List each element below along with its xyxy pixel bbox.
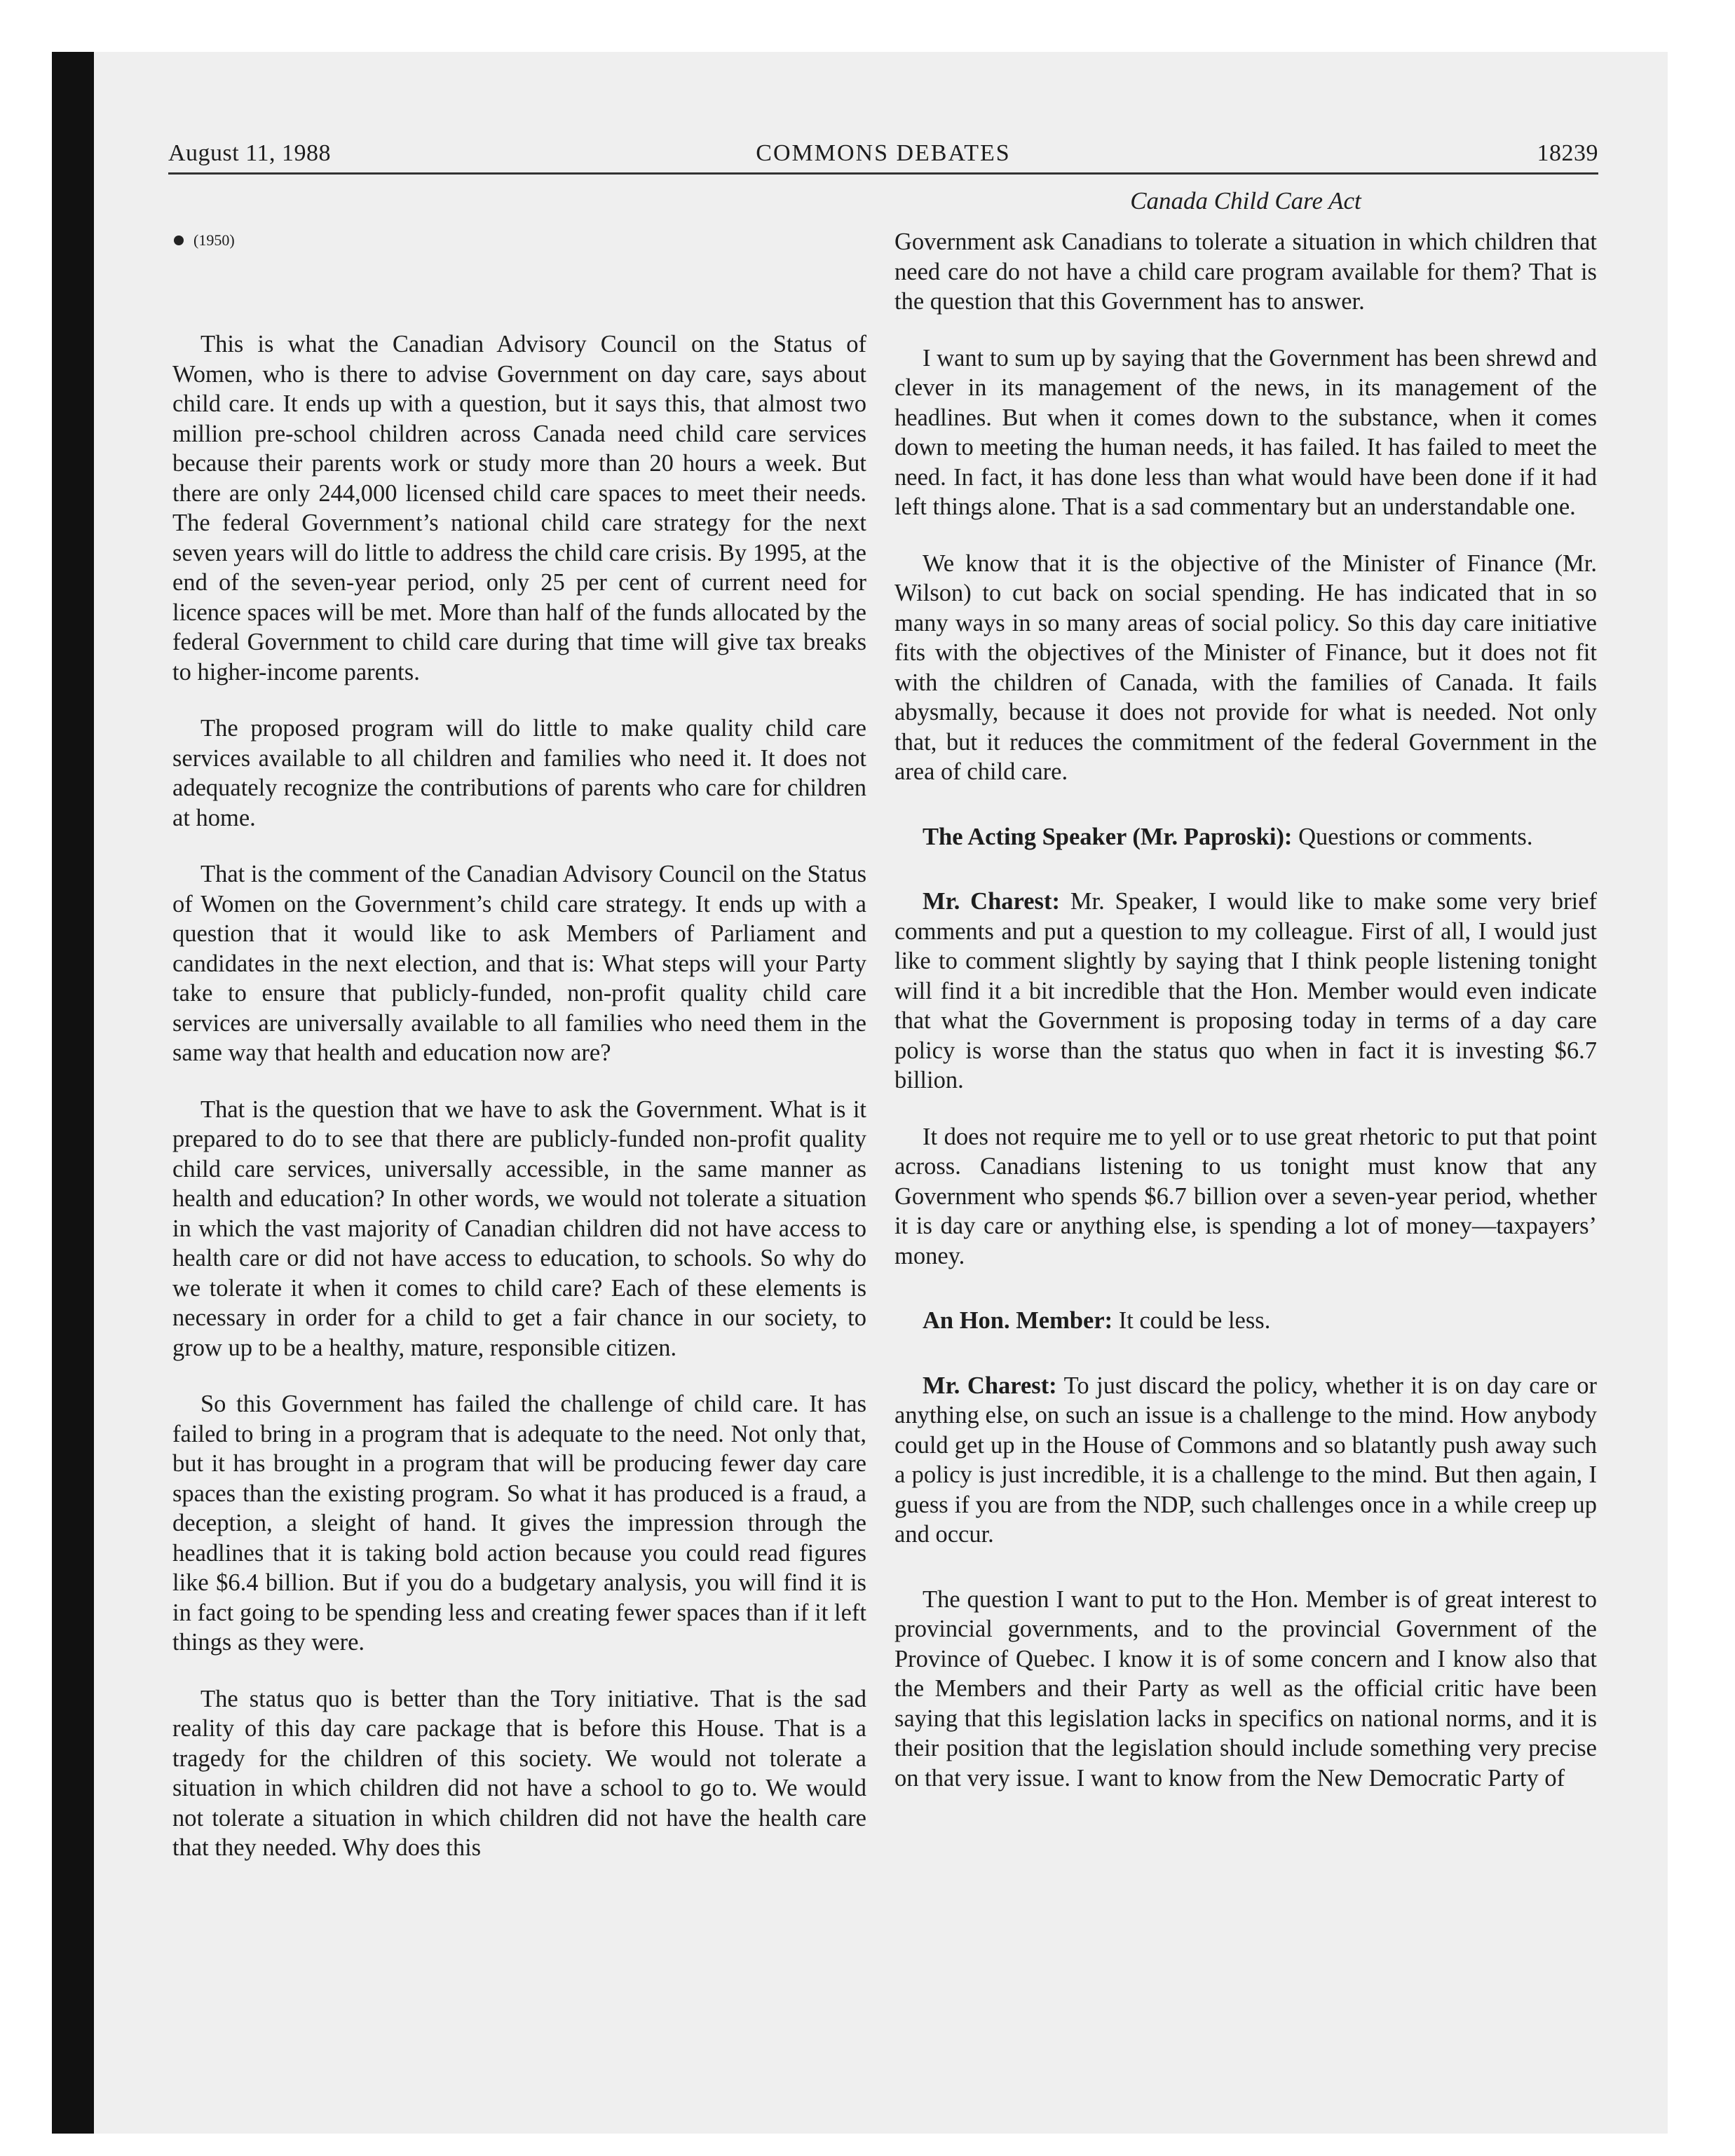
speech-acting-speaker — [894, 822, 1597, 852]
paragraph: That is the comment of the Canadian Advisory Council on the Status of Women on the Government’s child care strategy. It ends up with a question that it would like to ask Members of Parliament and candidates in the next election, and that is: What steps will your Party take to ensure that publicly-funded, non-profit quality child care services are universally available to all families who need them in the same way that health and education now are? — [172, 861, 866, 1066]
time-marker-text: (1950) — [193, 231, 235, 249]
header-page-number: 18239 — [1537, 140, 1598, 166]
speech-charest — [894, 1371, 1597, 1550]
paragraph-continuation: Government ask Canadians to tolerate a situation in which children that need care do not have a child care program available for them? That is the question that this Government has to answer. — [894, 228, 1597, 315]
page-header — [168, 137, 1598, 175]
section-title: Canada Child Care Act — [1130, 187, 1361, 214]
paragraph: The proposed program will do little to make quality child care services available to all children and families who need it. It does not adequately recognize the contributions of parents who care for children at home. — [172, 715, 866, 831]
paragraph: It does not require me to yell or to use great rhetoric to put that point across. Canadians listening to us tonight must know that any Government who spends $6.7 billion over a seven-year period, whether it is day care or anything else, is spending a lot of money—taxpayers’ money. — [894, 1123, 1597, 1269]
speech-text: It could be less. — [1118, 1307, 1271, 1334]
header-date: August 11, 1988 — [168, 140, 331, 166]
header-publication: COMMONS DEBATES — [756, 140, 1011, 166]
speech-charest — [894, 887, 1597, 1096]
speech-text: Questions or comments. — [1298, 823, 1533, 850]
time-marker — [174, 230, 866, 251]
speaker-name: Mr. Charest: — [923, 1372, 1057, 1399]
paragraph: The question I want to put to the Hon. Member is of great interest to provincial governments, and to the provincial Government of the Province of Quebec. I know it is of some concern and I know also that the Members and their Party as well as the official critic have been saying that this legislation lacks in specifics on national norms, and it is their position that the legislation should include something very precise on that very issue. I want to know from the New Democratic Party of — [894, 1585, 1597, 1792]
speech-text: To just discard the policy, whether it is on day care or anything else, on such an issue is a challenge to the mind. How anybody could get up in the House of Commons and so blatantly push away such a policy is just incredible, it is a challenge to the mind. But then again, I guess if you are from the NDP, such challenges once in a while creep up and occur. — [894, 1372, 1597, 1548]
paragraph: This is what the Canadian Advisory Council on the Status of Women, who is there to advise Government on day care, says about child care. It ends up with a question, but it says this, that almost two million pre-school children across Canada need child care services because their parents work or study more than 20 hours a week. But there are only 244,000 licensed child care spaces to meet their needs. The federal Government’s national child care strategy for the next seven years will do little to address the child care crisis. By 1995, at the end of the seven-year period, only 25 per cent of current need for licence spaces will be met. More than half of the funds allocated by the federal Government to child care during that time will give tax breaks to higher-income parents. — [172, 331, 866, 685]
speech-text: Mr. Speaker, I would like to make some very brief comments and put a question to my colleague. First of all, I would just like to comment slightly by saying that I think people listening tonight will find it a bit incredible that the Hon. Member would even indicate that what the Government is proposing today in terms of a day care policy is worse than the status quo when in fact it is investing $6.7 billion. — [894, 888, 1598, 1093]
speaker-name: The Acting Speaker (Mr. Paproski): — [923, 823, 1293, 850]
bullet-icon — [174, 236, 184, 245]
paragraph: The status quo is better than the Tory initiative. That is the sad reality of this day care package that is before this House. That is a tragedy for the children of this society. We would not tolerate a situation in which children did not have a school to go to. We would not tolerate a situation in which children did not have the health care that they needed. Why does this — [172, 1685, 866, 1861]
speech-hon-member — [894, 1306, 1597, 1336]
paragraph: So this Government has failed the challenge of child care. It has failed to bring in a program that is adequate to the need. Not only that, but it has brought in a program that will be producing fewer day care spaces than the existing program. So what it has produced is a fraud, a deception, a sleight of hand. It gives the impression through the headlines that it is taking bold action because you could read figures like $6.4 billion. But if you do a budgetary analysis, you will find it is in fact going to be spending less and creating fewer spaces than if it left things as they were. — [172, 1391, 866, 1656]
paragraph: That is the question that we have to ask the Government. What is it prepared to do to see that there are publicly-funded non-profit quality child care services, universally accessible, in the same manner as health and education? In other words, we would not tolerate a situation in which the vast majority of Canadian children did not have access to health care or did not have access to education, to schools. So why do we tolerate it when it comes to child care? Each of these elements is necessary in order for a child to get a fair chance in our society, to grow up to be a healthy, mature, responsible citizen. — [172, 1096, 866, 1361]
right-column — [894, 182, 1597, 1820]
scan-edge-bar — [52, 52, 94, 2134]
speaker-name: Mr. Charest: — [923, 888, 1060, 915]
paragraph: We know that it is the objective of the Minister of Finance (Mr. Wilson) to cut back on social spending. He has indicated that in so many ways in so many areas of social policy. So this day care initiative fits with the objectives of the Minister of Finance, but it does not fit with the children of Canada, with the families of Canada. It fails abysmally, because it does not provide for what is needed. Not only that, but it reduces the commitment of the federal Government in the area of child care. — [894, 550, 1597, 785]
paragraph: I want to sum up by saying that the Government has been shrewd and clever in its management of the news, in its management of the headlines. But when it comes down to the substance, when it comes down to meeting the human needs, it has failed. It has failed to meet the need. In fact, it has done less than what would have been done if it had left things alone. That is a sad commentary but an understandable one. — [894, 344, 1597, 520]
speaker-name: An Hon. Member: — [923, 1307, 1113, 1334]
left-column — [172, 182, 866, 1890]
